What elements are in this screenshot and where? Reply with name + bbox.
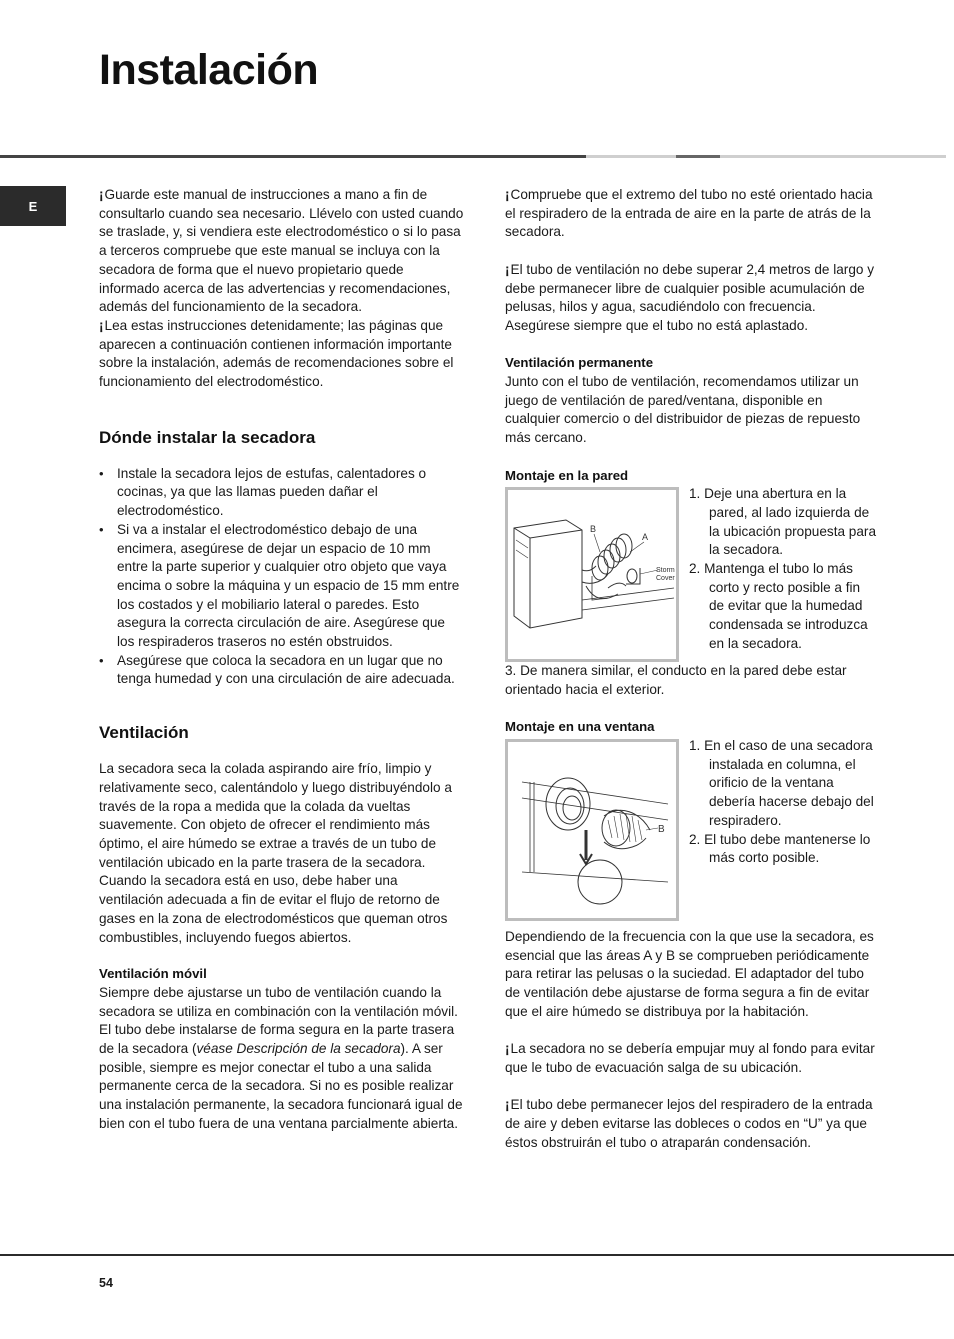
warning-mark-icon: ¡ [99, 317, 104, 333]
label-a: A [642, 532, 649, 543]
header-rule-light [586, 155, 676, 158]
list-item: • Asegúrese que coloca la secadora en un lugar que no tenga humedad y con una circulación de aire adecuada. [117, 652, 465, 689]
wall-mount-section [505, 485, 877, 662]
ventilation-heading: Ventilación [99, 723, 189, 743]
list-item: 2. El tubo debe mantenerse lo más corto posible. [689, 831, 871, 866]
mobile-ventilation-heading: Ventilación móvil [99, 966, 207, 982]
label-storm: Storm [656, 567, 675, 575]
label-cover: Cover [656, 575, 675, 583]
window-mount-section [505, 737, 877, 921]
permanent-ventilation-paragraph: Junto con el tubo de ventilación, recomendamos utilizar un juego de ventilación de pared/ventana, disponible en cualquier comercio o del distribuidor de piezas de repuesto más cercano. [505, 374, 861, 446]
list-item: 2. Mantenga el tubo lo más corto y recto posible a fin de evitar que la humedad condensada se introduzca en la secadora. [689, 561, 868, 651]
window-mount-steps [689, 737, 877, 868]
wall-mount-steps [689, 485, 877, 653]
list-item: 1. En el caso de una secadora instalada en columna, el orificio de la ventana debería hacerse debajo del respiradero. [689, 738, 874, 828]
push-warning-paragraph: ¡La secadora no se debería empujar muy al fondo para evitar que le tubo de evacuación salga de su ubicación. [505, 1041, 875, 1075]
ventilation-paragraph-1: La secadora seca la colada aspirando aire frío, limpio y relativamente seco, calentándolo y luego distribuyéndolo a través de la ropa a medida que la colada da vueltas suavemente. Con objeto de ofrecer el rendimiento más óptimo, el aire húmedo se extrae a través de un tubo de ventilación ubicado en la parte trasera de la secadora. [99, 761, 452, 870]
intro-paragraph-1: ¡Guarde este manual de instrucciones a mano a fin de consultarlo cuando sea necesario. Llévelo con usted cuando se traslade, y, si vendiera este electrodoméstico o si lo pasa a terceros compruebe que este manual se incluya con la secadora de forma que el nuevo propietario quede informado acerca de las advertencias y recomendaciones, además del funcionamiento de la secadora. [99, 187, 464, 315]
ventilation-paragraph-2: Cuando la secadora está en uso, debe haber una ventilación adecuada a fin de evitar el flujo de retorno de gases en la zona de electrodomésticos que queman otros combustibles, incluyendo fuegos abiertos. [99, 873, 448, 945]
header-rule-dark [0, 155, 586, 158]
list-item: 1. Deje una abertura en la pared, al lado izquierda de la ubicación propuesta para la secadora. [689, 486, 877, 558]
intro-paragraph-2: ¡Lea estas instrucciones detenidamente; las páginas que aparecen a continuación contienen información importante sobre la instalación, además de recomendaciones sobre el funcionamiento del electrodoméstico. [99, 317, 454, 390]
wall-mount-figure [505, 487, 679, 662]
language-tab: E [0, 186, 66, 226]
where-heading: Dónde instalar la secadora [99, 427, 316, 447]
warning-mark-icon: ¡ [505, 261, 510, 277]
footer-rule [0, 1254, 954, 1256]
right-column [505, 186, 877, 1152]
header-rule-light-2 [720, 155, 946, 158]
pipe-length-paragraph: ¡El tubo de ventilación no debe superar 2,4 metros de largo y debe permanecer libre de cualquier posible acumulación de pelusas, hilos y agua, sacudiéndolo con frecuencia. Asegúrese siempre que el tubo no está aplastado. [505, 261, 875, 333]
warning-mark-icon: ¡ [99, 187, 104, 202]
label-b: B [658, 824, 665, 835]
mobile-ventilation-paragraph: Siempre debe ajustarse un tubo de ventilación cuando la secadora se utiliza en combinación con la ventilación móvil. El tubo debe instalarse de forma segura en la parte trasera de la secadora (véase Descripción de la secadora). A ser posible, siempre es mejor conectar el tubo a una salida permanente cerca de la secadora. Si no es posible realizar una instalación permanente, la secadora funcionará igual de bien con el tubo fuera de una ventana parcialmente abierta. [99, 984, 463, 1131]
wall-mount-heading: Montaje en la pared [505, 467, 629, 483]
where-list [99, 465, 465, 689]
list-item: • Instale la secadora lejos de estufas, calentadores o cocinas, ya que las llamas pueden dañar el electrodoméstico. [117, 465, 465, 521]
window-mount-heading: Montaje en una ventana [505, 719, 655, 735]
dryer-wall-vent-illustration [508, 490, 676, 659]
warning-mark-icon: ¡ [505, 1097, 510, 1113]
permanent-ventilation-heading: Ventilación permanente [505, 355, 654, 371]
left-column [99, 186, 465, 1134]
pipe-orientation-paragraph: ¡Compruebe que el extremo del tubo no esté orientado hacia el respiradero de la entrada de aire en la parte de atrás de la secadora. [505, 187, 873, 240]
warning-mark-icon: ¡ [505, 187, 510, 202]
bends-warning-paragraph: ¡El tubo debe permanecer lejos del respiradero de la entrada de aire y deben evitarse las dobleces o codos en “U” ya que éstos obstruirán el tubo o atraparán condensación. [505, 1097, 873, 1150]
header-rule-mid [676, 155, 720, 158]
page-title: Instalación [99, 46, 319, 94]
label-b: B [590, 524, 597, 535]
page-number: 54 [99, 1276, 113, 1290]
window-vent-illustration [508, 742, 676, 918]
cleaning-paragraph: Dependiendo de la frecuencia con la que use la secadora, es esencial que las áreas A y B se comprueben periódicamente para retirar las pelusas o la suciedad. El adaptador del tubo de ventilación debe ajustarse de forma segura a fin de evitar que el aire húmedo se distribuya por la habitación. [505, 929, 874, 1019]
wall-mount-step-3: 3. De manera similar, el conducto en la pared debe estar orientado hacia el exterior. [505, 663, 847, 697]
window-mount-figure [505, 739, 679, 921]
warning-mark-icon: ¡ [505, 1041, 510, 1057]
list-item: • Si va a instalar el electrodoméstico debajo de una encimera, asegúrese de dejar un espacio de 10 mm entre la parte superior y cualquier otro objeto que vaya encima o sobre la máquina y un espacio de 15 mm entre los costados y el mobiliario lateral o paredes. Esto asegura la correcta circulación de aire. Asegúrese que los respiraderos traseros no estén obstruidos. [117, 521, 465, 652]
